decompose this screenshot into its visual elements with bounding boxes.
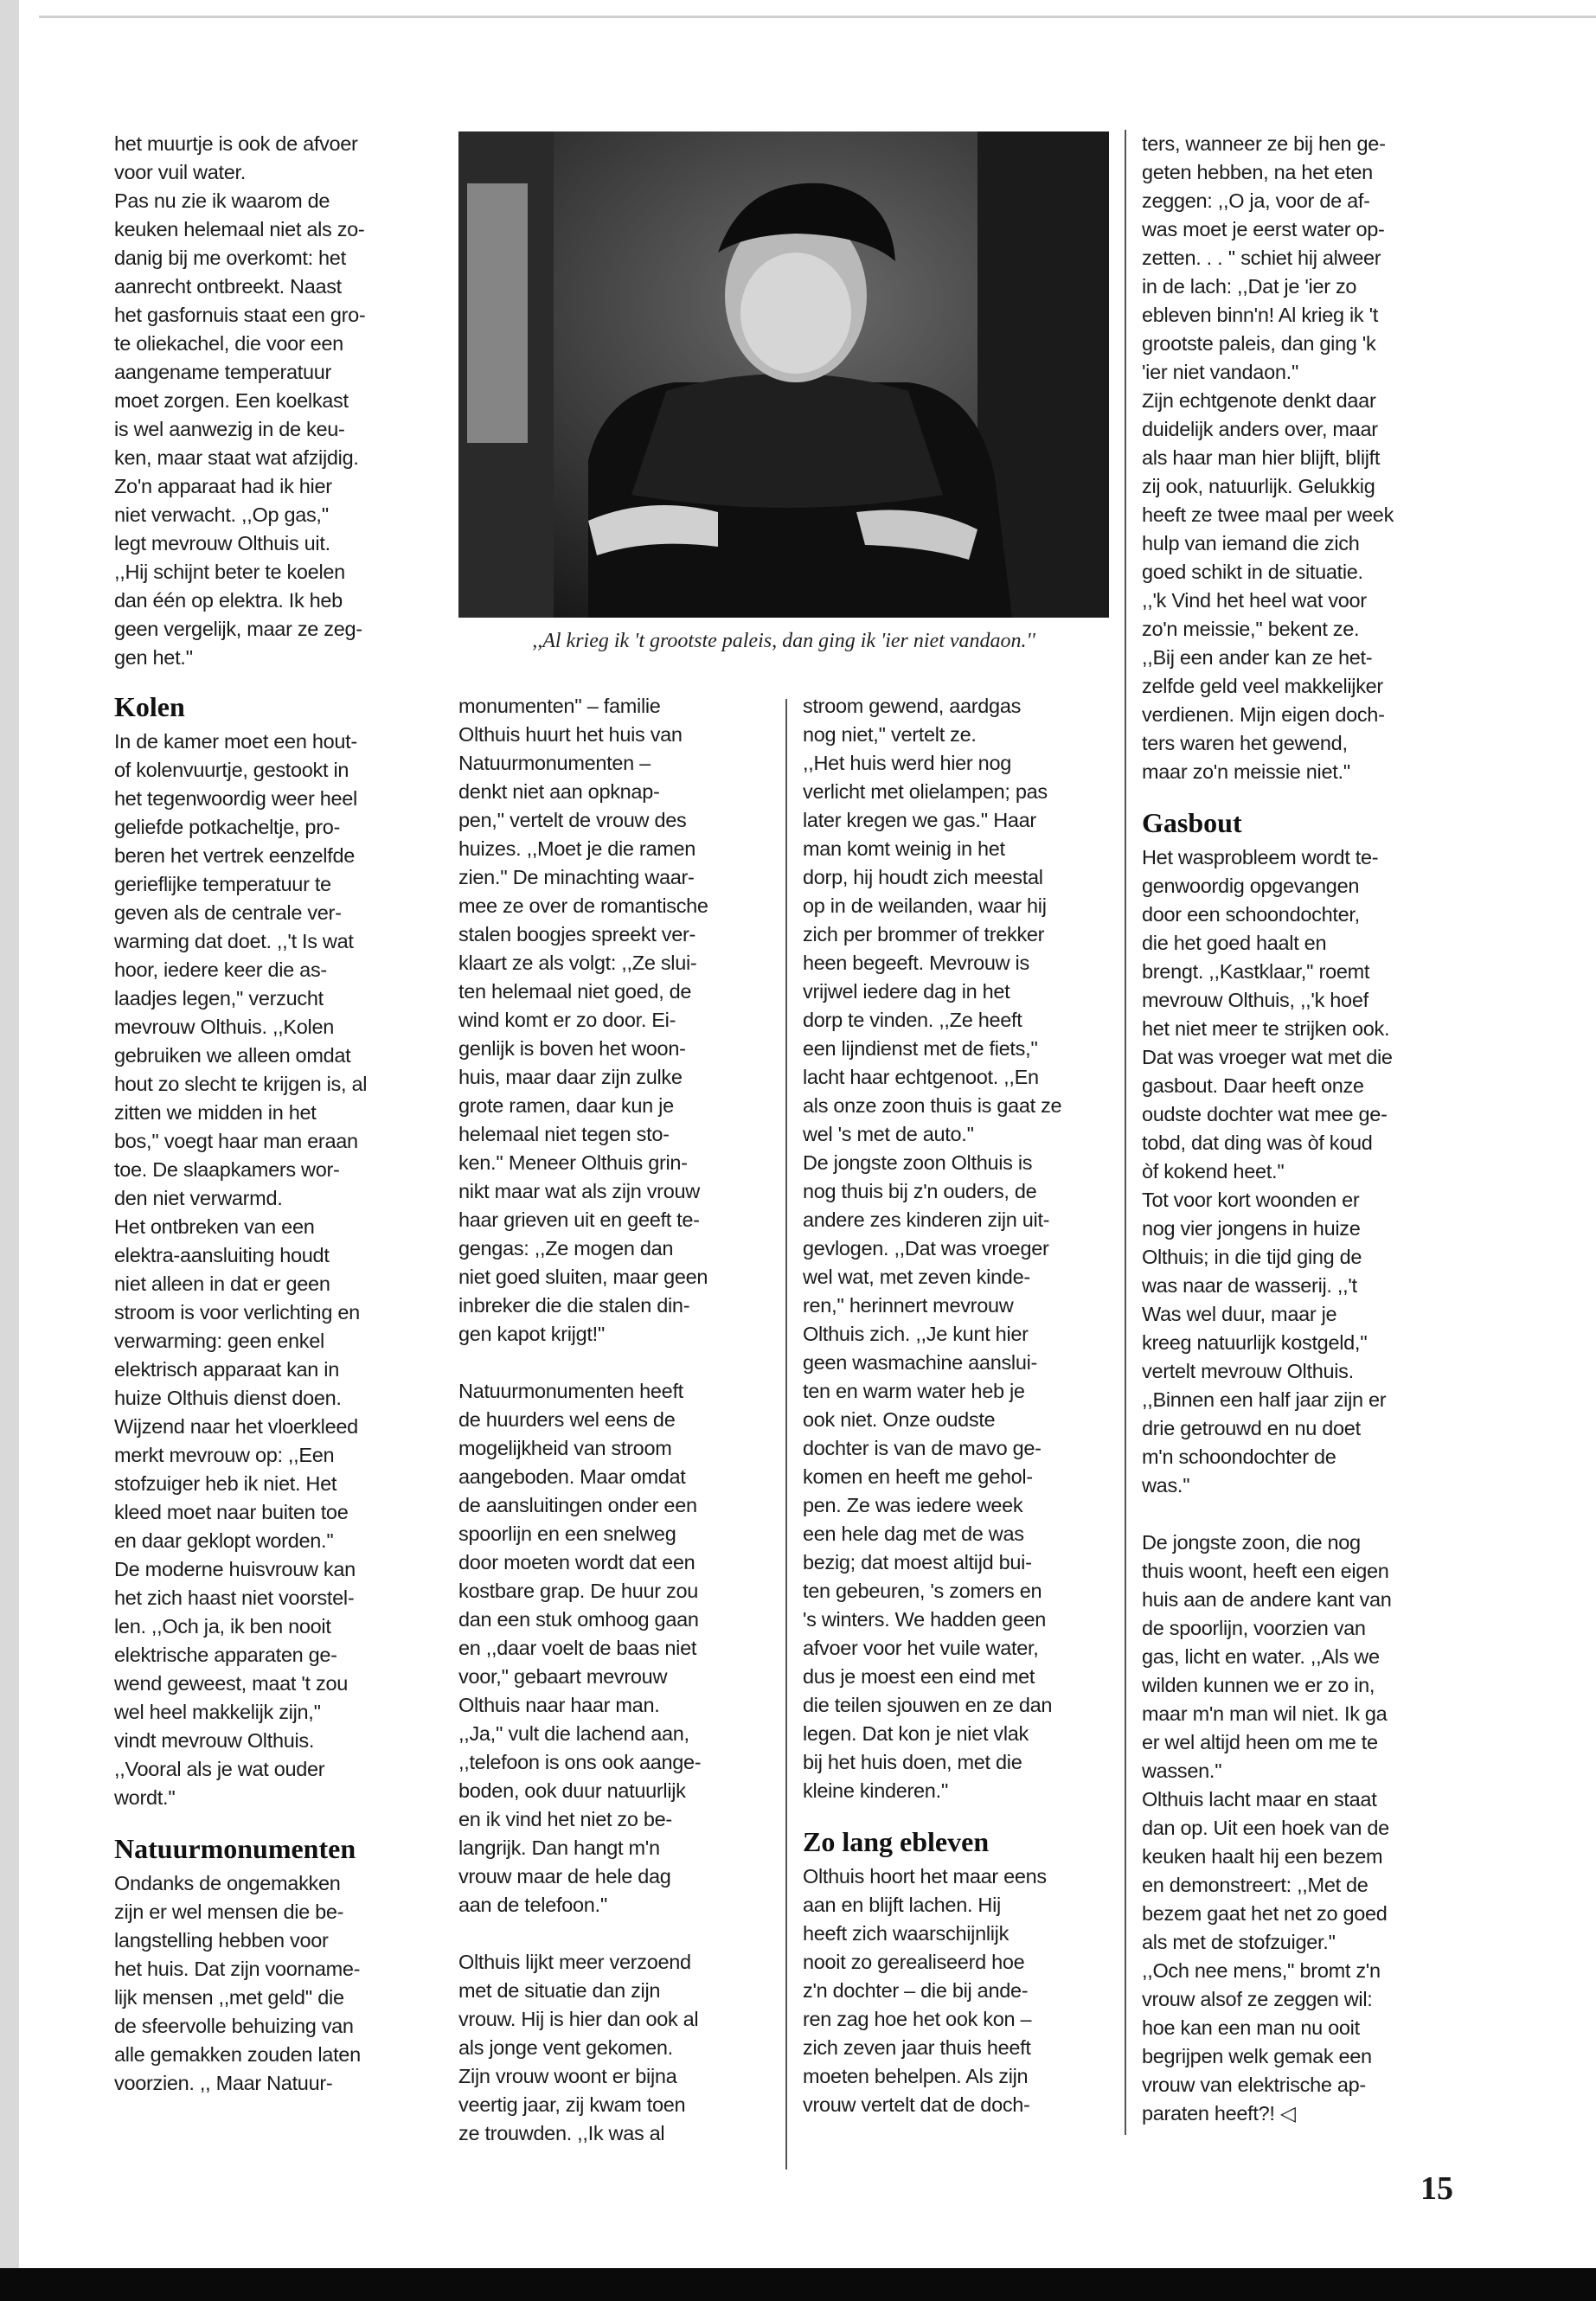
- col1-natuur-text: Ondanks de ongemakken zijn er wel mensen die be- langstelling hebben voor het huis. Dat zijn voorname- lijk mensen ,,met geld'' die de sfeervolle behuizing van alle gemakken zouden laten voorzien. ,, Maar Natuur-: [114, 1872, 361, 2094]
- scan-edge: [0, 0, 19, 2301]
- column-2: [458, 692, 787, 2148]
- heading-gasbout: Gasbout: [1142, 807, 1242, 838]
- heading-natuurmonumenten: Natuurmonumenten: [114, 1833, 356, 1864]
- heading-zo-lang-ebleven: Zo lang ebleven: [803, 1826, 990, 1857]
- photo-caption: ,,Al krieg ik 't grootste paleis, dan ging ik 'ier niet vandaon.'': [532, 630, 1035, 652]
- column-4: [1142, 130, 1458, 2128]
- column-3: [803, 692, 1118, 2119]
- col4-paragraph: De jongste zoon, die nog thuis woont, heeft een eigen huis aan de andere kant van de spoorlijn, voorzien van gas, licht en water. ,,Als we wilden kunnen we er zo in, maar m'n man wil niet. Ik ga er wel altijd heen om me te wassen.'' Olthuis lacht maar en staat dan op. Uit een hoek van de keuken haalt hij een bezem en demonstreert: ,,Met de bezem gaat het net zo goed als met de stofzuiger.'' ,,Och nee mens,'' bromt z'n vrouw alsof ze zeggen wil: hoe kan een man nu ooit begrijpen welk gemak een vrouw van elektrische ap- paraten heeft?! ◁: [1142, 1531, 1392, 2125]
- heading-kolen: Kolen: [114, 691, 185, 722]
- col3-paragraph: Olthuis hoort het maar eens aan en blijft lachen. Hij heeft zich waarschijnlijk nooit zo gerealiseerd hoe z'n dochter – die bij ande- ren zag hoe het ook kon – zich zeven jaar thuis heeft moeten behelpen. Als zijn vrouw vertelt dat de doch-: [803, 1865, 1047, 2116]
- col2-paragraph: Olthuis lijkt meer verzoend met de situatie dan zijn vrouw. Hij is hier dan ook al als jonge vent gekomen. Zijn vrouw woont er bijna veertig jaar, zij kwam toen ze trouwden. ,,Ik was al: [458, 1951, 699, 2144]
- column-rule: [1125, 130, 1126, 2135]
- col3-paragraph: stroom gewend, aardgas nog niet,'' vertelt ze. ,,Het huis werd hier nog verlicht met olielampen; pas later kregen we gas.'' Haar man komt weinig in het dorp, hij houdt zich meestal op in de weilanden, waar hij zich per brommer of trekker heen begeeft. Mevrouw is vrijwel iedere dag in het dorp te vinden. ,,Ze heeft een lijndienst met de fiets,'' lacht haar echtgenoot. ,,En als onze zoon thuis is gaat ze wel 's met de auto.'' De jongste zoon Olthuis is nog thuis bij z'n ouders, de andere zes kinderen zijn uit- gevlogen. ,,Dat was vroeger wel wat, met zeven kinde- ren,'' herinnert mevrouw Olthuis zich. ,,Je kunt hier geen wasmachine aanslui- ten en warm water heb je ook niet. Onze oudste dochter is van de mavo ge- komen en heeft me gehol- pen. Ze was iedere week een hele dag met de was bezig; dat moest altijd bui- ten gebeuren, 's zomers en 's winters. We hadden geen afvoer voor het vuile water, dus je moest een eind met die teilen sjouwen en ze dan legen. Dat kon je niet vlak bij het huis doen, met die kleine kinderen.'': [803, 695, 1062, 1802]
- col2-paragraph: monumenten'' – familie Olthuis huurt het huis van Natuurmonumenten – denkt niet aan opknap- pen,'' vertelt de vrouw des huizes. ,,Moet je die ramen zien.'' De minachting waar- mee ze over de romantische stalen boogjes spreekt ver- klaart ze als volgt: ,,Ze slui- ten helemaal niet goed, de wind komt er zo door. Ei- genlijk is boven het woon- huis, maar daar zijn zulke grote ramen, daar kun je helemaal niet tegen sto- ken.'' Meneer Olthuis grin- nikt maar wat als zijn vrouw haar grieven uit en geeft te- gengas: ,,Ze mogen dan niet goed sluiten, maar geen inbreker die die stalen din- gen kapot krijgt!'': [458, 695, 708, 1345]
- col2-paragraph: Natuurmonumenten heeft de huurders wel eens de mogelijkheid van stroom aangeboden. Maar omdat de aansluitingen onder een spoorlijn en een snelweg door moeten wordt dat een kostbare grap. De huur zou dan een stuk omhoog gaan en ,,daar voelt de baas niet voor,'' gebaart mevrouw Olthuis naar haar man. ,,Ja,'' vult die lachend aan, ,,telefoon is ons ook aange- boden, ook duur natuurlijk en ik vind het niet zo be- langrijk. Dan hangt m'n vrouw maar de hele dag aan de telefoon.'': [458, 1380, 702, 1916]
- page-number: 15: [1420, 2170, 1453, 2207]
- col4-paragraph: ters, wanneer ze bij hen ge- geten hebben, na het eten zeggen: ,,O ja, voor de af- was moet je eerst water op- zetten. . . '' schiet hij alweer in de lach: ,,Dat je 'ier zo ebleven binn'n! Al krieg ik 't grootste paleis, dan ging 'k 'ier niet vandaon.'' Zijn echtgenote denkt daar duidelijk anders over, maar als haar man hier blijft, blijft zij ook, natuurlijk. Gelukkig heeft ze twee maal per week hulp van iemand die zich goed schikt in de situatie. ,,'k Vind het heel wat voor zo'n meissie,'' bekent ze. ,,Bij een ander kan ze het- zelfde geld veel makkelijker verdienen. Mijn eigen doch- ters waren het gewend, maar zo'n meissie niet.'': [1142, 132, 1394, 783]
- top-rule: [39, 16, 1596, 18]
- col4-paragraph: Het wasprobleem wordt te- genwoordig opgevangen door een schoondochter, die het goed haalt en brengt. ,,Kastklaar,'' roemt mevrouw Olthuis, ,,'k hoef het niet meer te strijken ook. Dat was vroeger wat met die gasbout. Daar heeft onze oudste dochter wat mee ge- tobd, dat ding was òf koud òf kokend heet.'' Tot voor kort woonden er nog vier jongens in huize Olthuis; in die tijd ging de was naar de wasserij. ,,'t Was wel duur, maar je kreeg natuurlijk kostgeld,'' vertelt mevrouw Olthuis. ,,Binnen een half jaar zijn er drie getrouwd en nu doet m'n schoondochter de was.'': [1142, 846, 1393, 1497]
- col1-kolen-text: In de kamer moet een hout- of kolenvuurtje, gestookt in het tegenwoordig weer heel geliefde potkacheltje, pro- beren het vertrek eenzelfde gerieflijke temperatuur te geven als de centrale ver- warming dat doet. ,,'t Is wat hoor, iedere keer die as- laadjes legen,'' verzucht mevrouw Olthuis. ,,Kolen gebruiken we alleen omdat hout zo slecht te krijgen is, al zitten we midden in het bos,'' voegt haar man eraan toe. De slaapkamers wor- den niet verwarmd. Het ontbreken van een elektra-aansluiting houdt niet alleen in dat er geen stroom is voor verlichting en verwarming: geen enkel elektrisch apparaat kan in huize Olthuis dienst doen. Wijzend naar het vloerkleed merkt mevrouw op: ,,Een stofzuiger heb ik niet. Het kleed moet naar buiten toe en daar geklopt worden.'' De moderne huisvrouw kan het zich haast niet voorstel- len. ,,Och ja, ik ben nooit elektrische apparaten ge- wend geweest, maat 't zou wel heel makkelijk zijn,'' vindt mevrouw Olthuis. ,,Vooral als je wat ouder wordt.'': [114, 730, 368, 1809]
- column-1: [114, 130, 426, 2098]
- col1-intro-text: het muurtje is ook de afvoer voor vuil water. Pas nu zie ik waarom de keuken helemaal niet als zo- danig bij me overkomt: het aanrecht ontbreekt. Naast het gasfornuis staat een gro- te oliekachel, die voor een aangename temperatuur moet zorgen. Een koelkast is wel aanwezig in de keu- ken, maar staat wat afzijdig. Zo'n apparaat had ik hier niet verwacht. ,,Op gas,'' legt mevrouw Olthuis uit. ,,Hij schijnt beter te koelen dan één op elektra. Ik heb geen vergelijk, maar ze zeg- gen het.'': [114, 132, 366, 669]
- bottom-bar: [0, 2268, 1596, 2301]
- portrait-photo: [458, 131, 1109, 618]
